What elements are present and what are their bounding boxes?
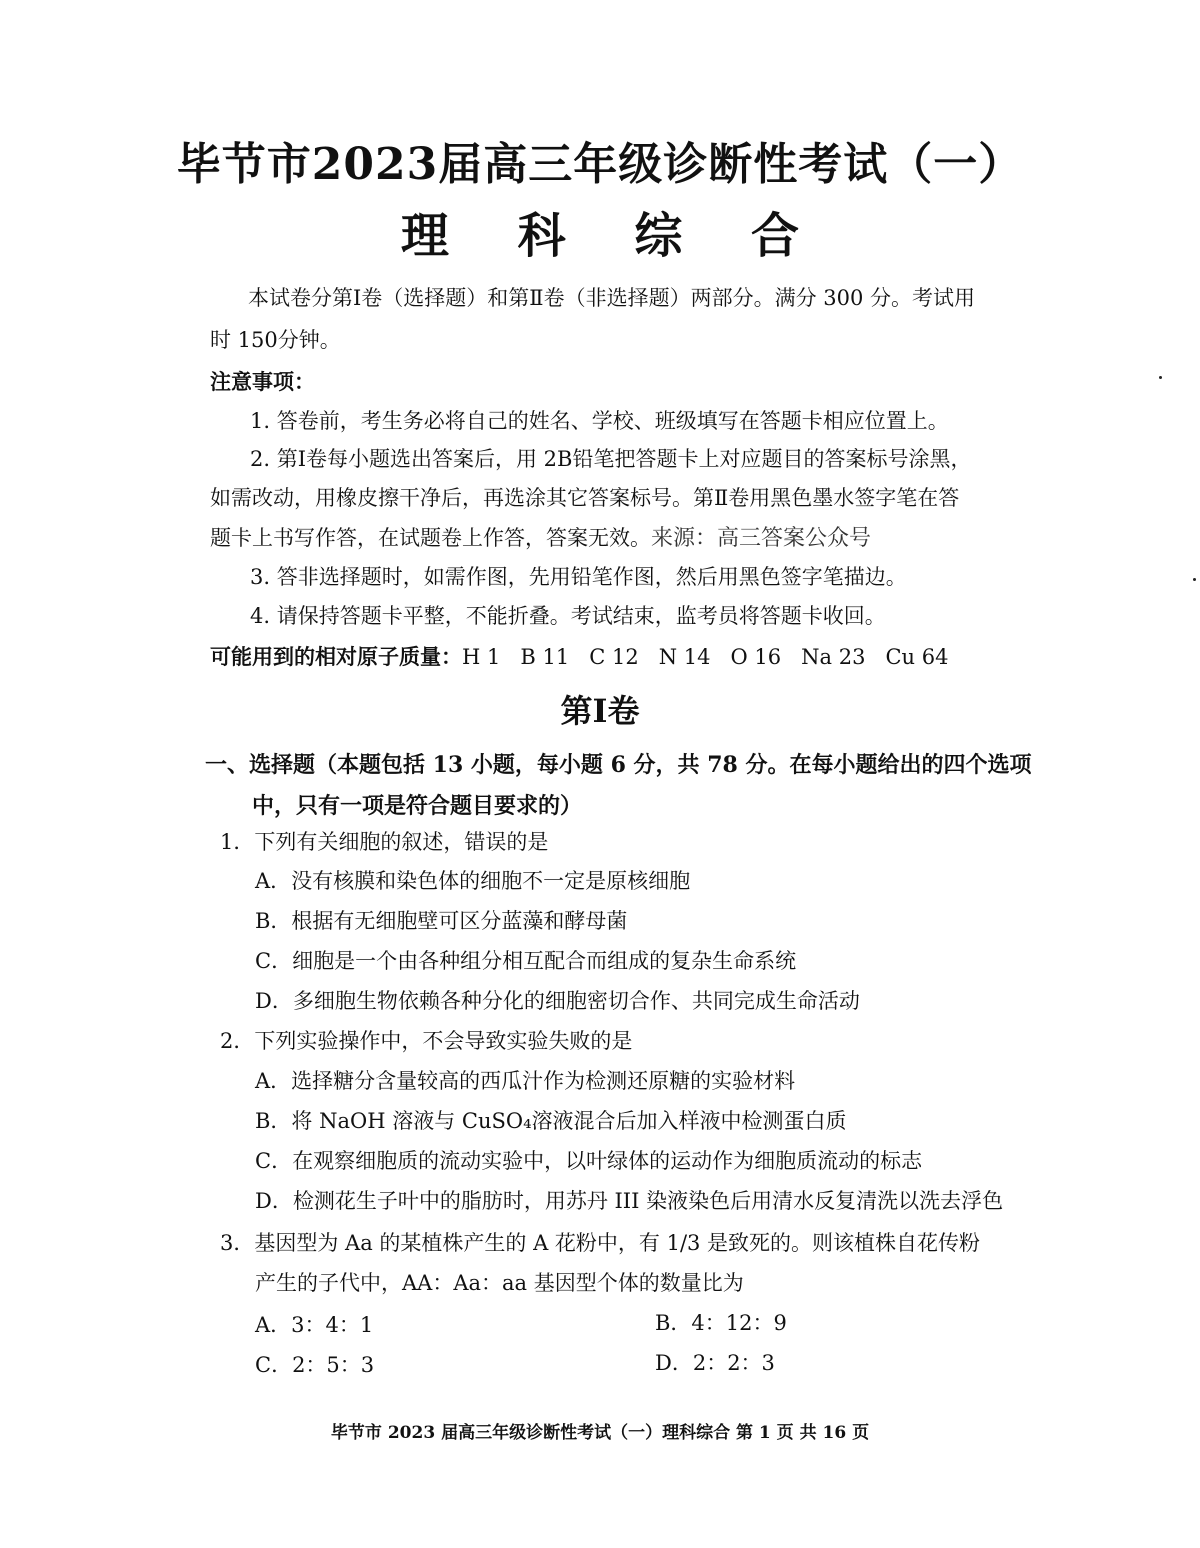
exam-subject: 理 科 综 合 bbox=[400, 208, 826, 264]
notice-item-2-line-1: 2. 第Ⅰ卷每小题选出答案后，用 2B铅笔把答题卡上对应题目的答案标号涂黑， bbox=[250, 447, 972, 471]
notice-item-2-line-3-text: 题卡上书写作答，在试题卷上作答，答案无效。 bbox=[210, 526, 651, 550]
question-3-option-b: B．4：12：9 bbox=[655, 1311, 787, 1335]
question-2-option-d: D．检测花生子叶中的脂肪时，用苏丹 III 染液染色后用清水反复清洗以洗去浮色 bbox=[255, 1189, 1004, 1213]
volume-title: 第Ⅰ卷 bbox=[560, 692, 640, 730]
question-3-option-d: D．2：2：3 bbox=[655, 1351, 775, 1375]
scan-speck bbox=[1193, 578, 1196, 581]
question-3-option-a: A．3：4：1 bbox=[255, 1313, 374, 1337]
notice-item-4: 4. 请保持答题卡平整，不能折叠。考试结束，监考员将答题卡收回。 bbox=[250, 604, 886, 628]
source-note: 来源：高三答案公众号 bbox=[651, 526, 872, 551]
notice-item-2-line-3 bbox=[210, 527, 871, 550]
notice-item-1: 1. 答卷前，考生务必将自己的姓名、学校、班级填写在答题卡相应位置上。 bbox=[250, 409, 949, 433]
notice-item-2-line-2: 如需改动，用橡皮擦干净后，再选涂其它答案标号。第Ⅱ卷用黑色墨水签字笔在答 bbox=[210, 486, 960, 510]
question-3-stem-line-2: 产生的子代中，AA：Aa：aa 基因型个体的数量比为 bbox=[255, 1271, 744, 1295]
question-2-option-b: B．将 NaOH 溶液与 CuSO₄溶液混合后加入样液中检测蛋白质 bbox=[255, 1109, 847, 1133]
section-heading-line-1: 一、选择题（本题包括 13 小题，每小题 6 分，共 78 分。在每小题给出的四个选项 bbox=[205, 752, 1032, 778]
question-1-option-d: D．多细胞生物依赖各种分化的细胞密切合作、共同完成生命活动 bbox=[255, 989, 860, 1013]
question-1-option-c: C．细胞是一个由各种组分相互配合而组成的复杂生命系统 bbox=[255, 949, 797, 973]
notice-item-3: 3. 答非选择题时，如需作图，先用铅笔作图，然后用黑色签字笔描边。 bbox=[250, 565, 907, 589]
question-1-stem: 1．下列有关细胞的叙述，错误的是 bbox=[220, 830, 549, 854]
atomic-mass-line bbox=[210, 645, 948, 669]
question-2-option-a: A．选择糖分含量较高的西瓜汁作为检测还原糖的实验材料 bbox=[255, 1069, 796, 1093]
question-3-option-c: C．2：5：3 bbox=[255, 1353, 375, 1377]
notice-heading: 注意事项： bbox=[210, 369, 315, 394]
intro-line-1: 本试卷分第Ⅰ卷（选择题）和第Ⅱ卷（非选择题）两部分。满分 300 分。考试用 bbox=[248, 286, 975, 310]
exam-title: 毕节市2023届高三年级诊断性考试（一） bbox=[176, 139, 1024, 190]
question-1-option-b: B．根据有无细胞壁可区分蓝藻和酵母菌 bbox=[255, 909, 628, 933]
question-3-stem-line-1: 3．基因型为 Aa 的某植株产生的 A 花粉中，有 1/3 是致死的。则该植株自花传粉 bbox=[220, 1231, 981, 1255]
section-heading-line-2: 中，只有一项是符合题目要求的） bbox=[252, 793, 583, 819]
page-footer: 毕节市 2023 届高三年级诊断性考试（一）理科综合 第 1 页 共 16 页 bbox=[330, 1423, 870, 1443]
question-2-option-c: C．在观察细胞质的流动实验中，以叶绿体的运动作为细胞质流动的标志 bbox=[255, 1149, 923, 1173]
question-2-stem: 2．下列实验操作中，不会导致实验失败的是 bbox=[220, 1029, 633, 1053]
question-1-option-a: A．没有核膜和染色体的细胞不一定是原核细胞 bbox=[255, 869, 691, 893]
scan-speck bbox=[1159, 376, 1162, 379]
intro-line-2: 时 150分钟。 bbox=[210, 328, 341, 352]
atomic-mass-label: 可能用到的相对原子质量： bbox=[210, 644, 462, 669]
atomic-mass-values: H 1 B 11 C 12 N 14 O 16 Na 23 Cu 64 bbox=[462, 645, 949, 669]
